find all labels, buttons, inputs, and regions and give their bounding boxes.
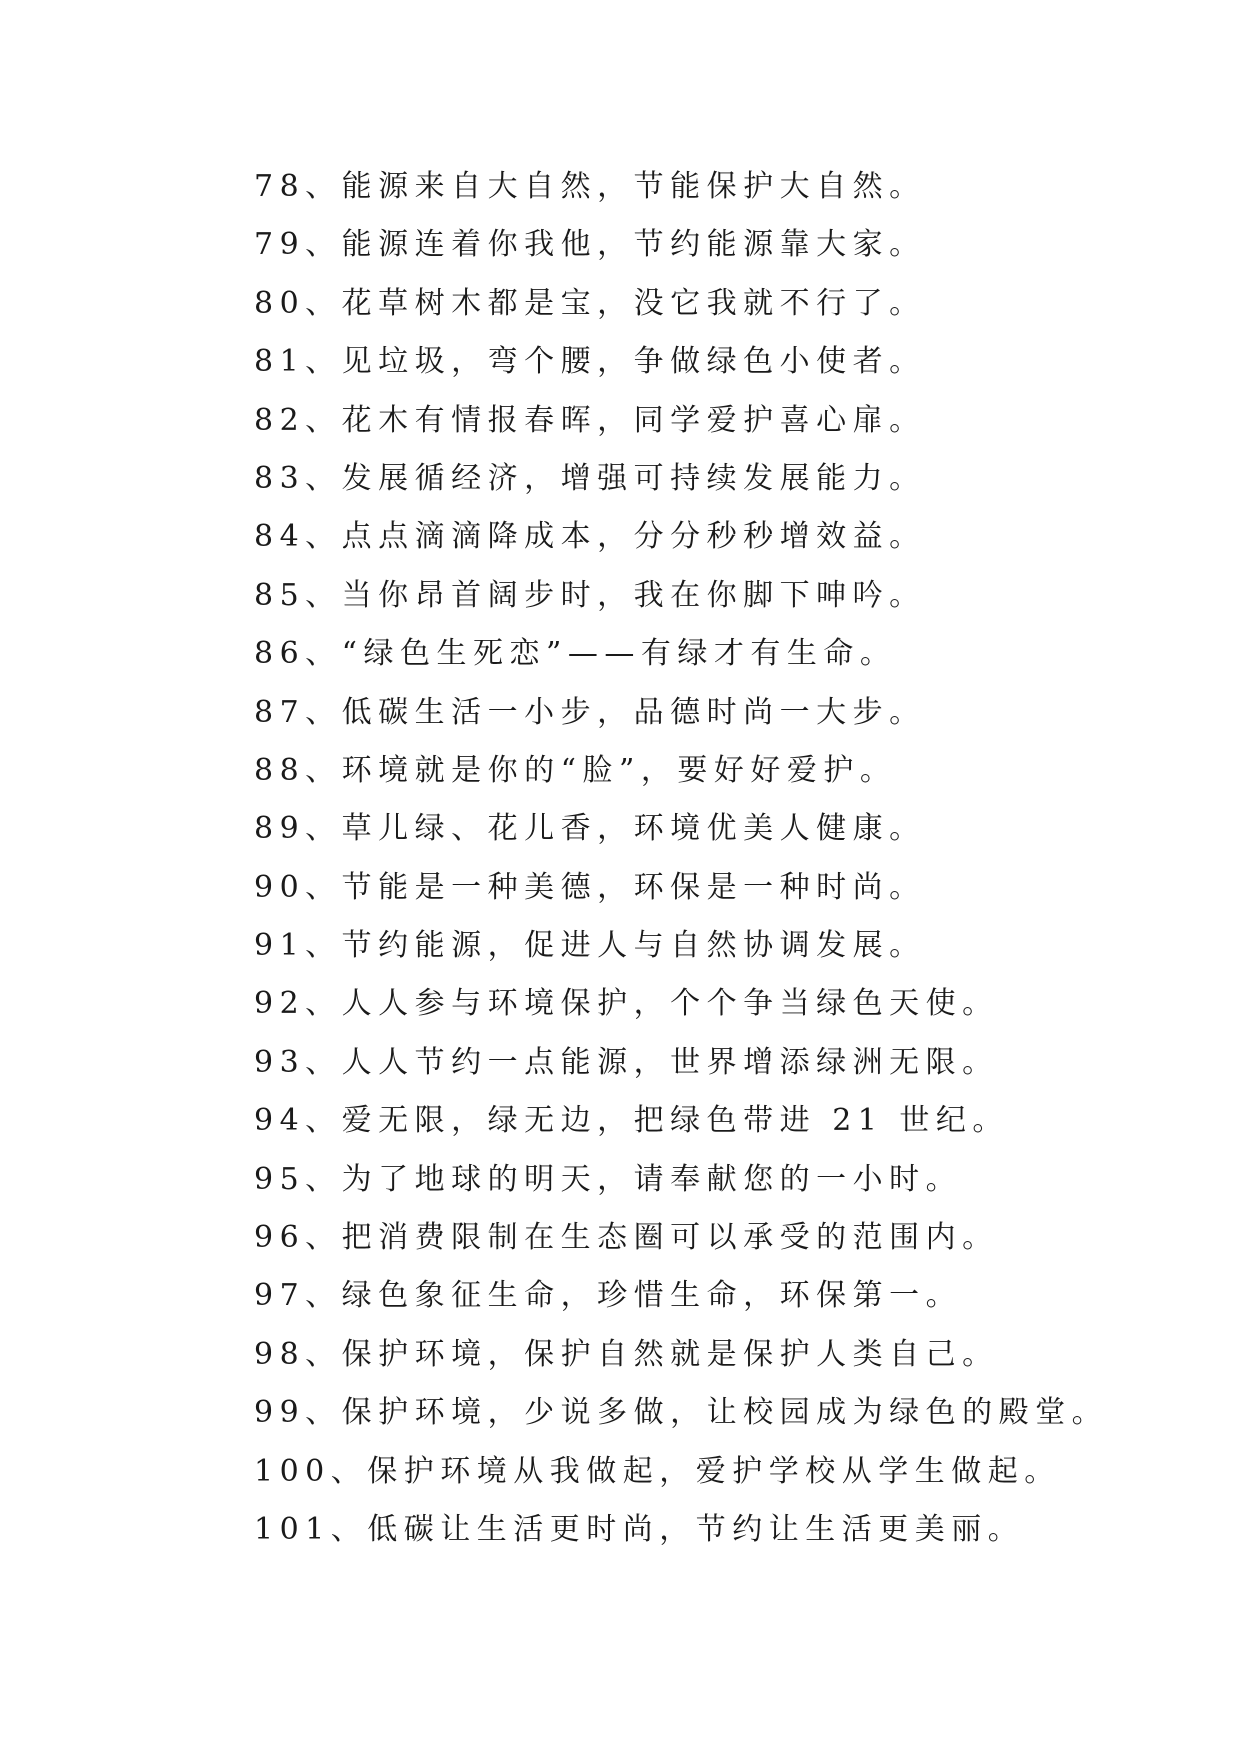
slogan-line-99: 99、保护环境，少说多做，让校园成为绿色的殿堂。	[254, 1395, 1109, 1431]
slogan-line-90: 90、节能是一种美德，环保是一种时尚。	[254, 869, 926, 905]
slogan-line-91: 91、节约能源，促进人与自然协调发展。	[254, 928, 926, 964]
slogan-line-83: 83、发展循经济，增强可持续发展能力。	[254, 460, 926, 496]
slogan-line-100: 100、保护环境从我做起，爱护学校从学生做起。	[254, 1453, 1061, 1489]
slogan-line-86: 86、“绿色生死恋”——有绿才有生命。	[254, 636, 897, 672]
slogan-line-89: 89、草儿绿、花儿香，环境优美人健康。	[254, 811, 926, 847]
slogan-line-79: 79、能源连着你我他，节约能源靠大家。	[254, 227, 926, 263]
slogan-line-81: 81、见垃圾，弯个腰，争做绿色小使者。	[254, 344, 926, 380]
slogan-line-93: 93、人人节约一点能源，世界增添绿洲无限。	[254, 1044, 999, 1080]
slogan-line-82: 82、花木有情报春晖，同学爱护喜心扉。	[254, 402, 926, 438]
slogan-line-78: 78、能源来自大自然，节能保护大自然。	[254, 169, 926, 204]
slogan-line-101: 101、低碳让生活更时尚，节约让生活更美丽。	[254, 1511, 1025, 1547]
slogan-line-87: 87、低碳生活一小步，品德时尚一大步。	[254, 694, 926, 730]
slogan-line-84: 84、点点滴滴降成本，分分秒秒增效益。	[254, 519, 926, 555]
slogan-line-92: 92、人人参与环境保护，个个争当绿色天使。	[254, 986, 999, 1022]
slogan-line-98: 98、保护环境，保护自然就是保护人类自己。	[254, 1336, 999, 1372]
slogan-line-96: 96、把消费限制在生态圈可以承受的范围内。	[254, 1220, 999, 1256]
slogan-list	[254, 158, 1108, 1559]
slogan-line-85: 85、当你昂首阔步时，我在你脚下呻吟。	[254, 577, 926, 613]
slogan-line-95: 95、为了地球的明天，请奉献您的一小时。	[254, 1161, 963, 1197]
slogan-line-80: 80、花草树木都是宝，没它我就不行了。	[254, 285, 926, 321]
slogan-line-88: 88、环境就是你的“脸”，要好好爱护。	[254, 752, 897, 788]
slogan-line-94: 94、爱无限，绿无边，把绿色带进 21 世纪。	[254, 1103, 1009, 1139]
slogan-line-97: 97、绿色象征生命，珍惜生命，环保第一。	[254, 1278, 963, 1314]
